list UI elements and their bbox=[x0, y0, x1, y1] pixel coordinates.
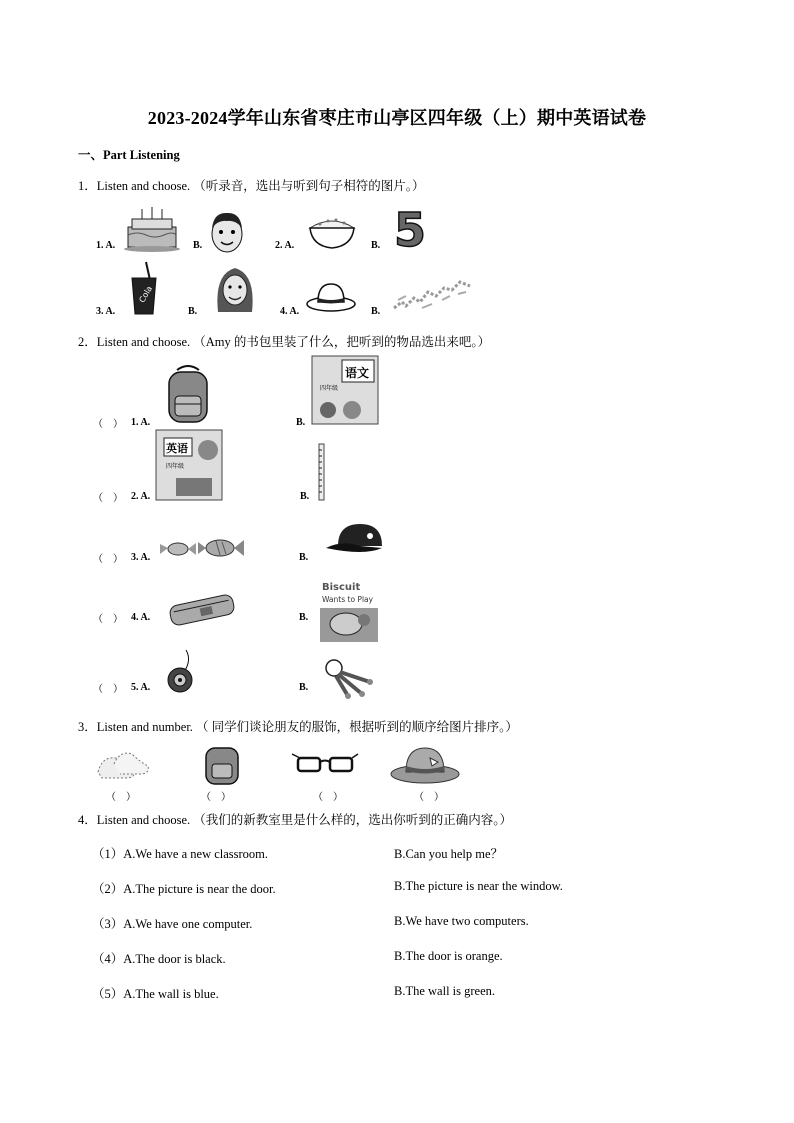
question-2-prompt: 2．Listen and choose. （Amy 的书包里装了什么，把听到的物品选出来吧。） bbox=[78, 335, 491, 349]
candies-icon bbox=[158, 536, 246, 560]
q2-label-4b: B. bbox=[299, 612, 309, 623]
q4-option-4b[interactable]: B.The door is orange. bbox=[394, 949, 503, 963]
q3-blank-4[interactable]: （ ） bbox=[414, 792, 444, 803]
glasses-icon bbox=[292, 752, 358, 776]
q2-label-5b: B. bbox=[299, 682, 309, 693]
q4-option-5a[interactable]: （5）A.The wall is blue. bbox=[92, 987, 219, 1001]
q4-option-5b[interactable]: B.The wall is green. bbox=[394, 984, 496, 998]
q1-label-3b: B. bbox=[188, 306, 198, 317]
q1-label-2a: 2. A. bbox=[275, 240, 295, 251]
storybook-title: Biscuit bbox=[322, 582, 361, 593]
q2-answer-blank-4[interactable]: （ ） bbox=[93, 614, 123, 625]
q4-option-1a[interactable]: （1）A.We have a new classroom. bbox=[92, 847, 269, 861]
q1-label-4b: B. bbox=[371, 306, 381, 317]
q2-answer-blank-3[interactable]: （ ） bbox=[93, 554, 123, 565]
woman-face-icon bbox=[214, 264, 256, 314]
storybook-subtitle: Wants to Play bbox=[322, 595, 374, 604]
q2-label-5a: 5. A. bbox=[131, 682, 151, 693]
q3-blank-1[interactable]: （ ） bbox=[106, 792, 136, 803]
q1-label-4a: 4. A. bbox=[280, 306, 300, 317]
ruler-icon bbox=[318, 444, 326, 502]
birthday-cake-icon bbox=[122, 205, 182, 253]
chinese-book-sub: 四年级 bbox=[320, 385, 339, 392]
q4-option-4a[interactable]: （4）A.The door is black. bbox=[92, 952, 226, 966]
cap-icon bbox=[324, 522, 386, 558]
q1-label-3a: 3. A. bbox=[96, 306, 116, 317]
cola-cup-icon bbox=[128, 262, 160, 316]
q2-answer-blank-1[interactable]: （ ） bbox=[93, 419, 123, 430]
q4-option-1b[interactable]: B.Can you help me？ bbox=[394, 847, 504, 861]
english-textbook-icon bbox=[156, 430, 222, 500]
number-five-icon bbox=[392, 203, 436, 257]
q2-answer-blank-2[interactable]: （ ） bbox=[93, 493, 123, 504]
q2-answer-blank-5[interactable]: （ ） bbox=[93, 684, 123, 695]
q4-option-2a[interactable]: （2）A.The picture is near the door. bbox=[92, 882, 276, 896]
schoolbag-icon bbox=[202, 744, 242, 786]
q2-label-3b: B. bbox=[299, 552, 309, 563]
keys-icon bbox=[322, 658, 378, 698]
q2-label-1a: 1. A. bbox=[131, 417, 151, 428]
shoes-icon bbox=[96, 748, 152, 784]
question-4-prompt: 4．Listen and choose. （我们的新教室里是什么样的，选出你听到的正确内容。） bbox=[78, 813, 513, 827]
q1-label-1a: 1. A. bbox=[96, 240, 116, 251]
chinese-textbook-icon bbox=[312, 356, 378, 424]
q2-label-4a: 4. A. bbox=[131, 612, 151, 623]
page-title: 2023-2024学年山东省枣庄市山亭区四年级（上）期中英语试卷 bbox=[147, 108, 647, 128]
chinese-book-label: 语文 bbox=[345, 366, 370, 380]
q4-option-2b[interactable]: B.The picture is near the window. bbox=[394, 879, 563, 893]
backpack-icon bbox=[163, 364, 213, 424]
section-heading: 一、Part Listening bbox=[78, 148, 180, 162]
storybook-icon bbox=[320, 578, 380, 644]
q4-option-3a[interactable]: （3）A.We have one computer. bbox=[92, 917, 253, 931]
q2-label-3a: 3. A. bbox=[131, 552, 151, 563]
english-book-sub: 四年级 bbox=[166, 463, 185, 470]
pencil-case-icon bbox=[166, 594, 238, 626]
question-1-prompt: 1．Listen and choose. （听录音，选出与听到句子相符的图片。） bbox=[78, 179, 425, 193]
yoyo-icon bbox=[166, 650, 196, 694]
q1-label-2b: B. bbox=[371, 240, 381, 251]
question-3-prompt: 3．Listen and number. （ 同学们谈论朋友的服饰，根据听到的顺序给图片排序。） bbox=[78, 720, 518, 734]
number-five-text: 5 bbox=[394, 203, 427, 257]
q2-label-2a: 2. A. bbox=[131, 491, 151, 502]
q2-label-2b: B. bbox=[300, 491, 310, 502]
scattered-pieces-icon bbox=[392, 278, 476, 314]
q3-blank-2[interactable]: （ ） bbox=[201, 792, 231, 803]
boy-face-icon bbox=[208, 210, 246, 254]
cola-text: Cola bbox=[137, 284, 155, 305]
q2-label-1b: B. bbox=[296, 417, 306, 428]
q1-label-1b: B. bbox=[193, 240, 203, 251]
hat-icon bbox=[306, 280, 356, 314]
rice-bowl-icon bbox=[308, 210, 356, 252]
q3-blank-3[interactable]: （ ） bbox=[313, 792, 343, 803]
english-book-label: 英语 bbox=[166, 442, 188, 455]
sun-hat-icon bbox=[390, 744, 460, 784]
q4-option-3b[interactable]: B.We have two computers. bbox=[394, 914, 529, 928]
